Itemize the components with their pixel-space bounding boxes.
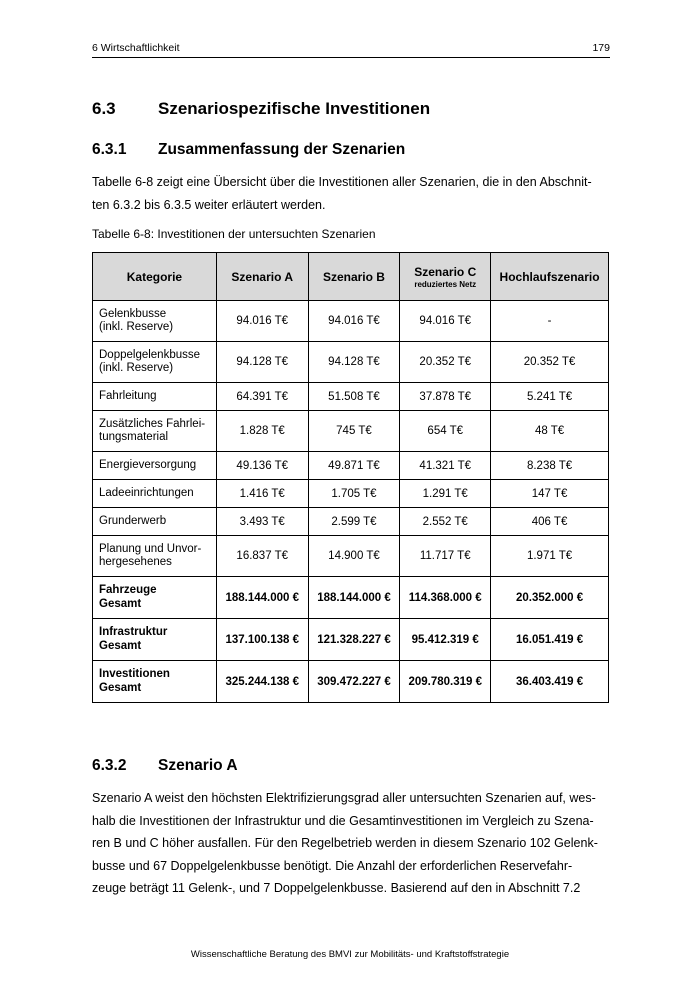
total-row: [93, 619, 609, 661]
category-cell: [93, 536, 217, 577]
text-line: zeuge beträgt 11 Gelenk-, und 7 Doppelgelenkbusse. Basierend auf den in Abschnitt 7.2: [92, 881, 581, 895]
value-cell: 94.016 T€: [308, 301, 400, 342]
value-cell: 94.128 T€: [216, 342, 308, 383]
section-heading: [92, 99, 430, 119]
value-cell: 64.391 T€: [216, 383, 308, 411]
text-line: busse und 67 Doppelgelenkbusse benötigt. Die Anzahl der erforderlichen Reservefahr-: [92, 858, 573, 873]
subsection-heading-1: [92, 141, 405, 159]
category-cell: [93, 661, 217, 703]
category-cell: [93, 619, 217, 661]
value-cell: 94.016 T€: [216, 301, 308, 342]
category-cell: [93, 411, 217, 452]
category-label: Planung und Unvor-: [99, 542, 202, 555]
value-cell: -: [491, 301, 609, 342]
total-row: [93, 577, 609, 619]
page-footer: Wissenschaftliche Beratung des BMVI zur Mobilitäts- und Kraftstoffstrategie: [190, 949, 510, 960]
category-cell: [93, 577, 217, 619]
value-cell: 51.508 T€: [308, 383, 400, 411]
column-header: Hochlaufszenario: [491, 253, 609, 301]
value-cell: 1.291 T€: [400, 480, 491, 508]
value-cell: 209.780.319 €: [400, 661, 491, 703]
subsection-title: Zusammenfassung der Szenarien: [158, 141, 406, 158]
page-header: [92, 42, 610, 58]
category-cell: [93, 480, 217, 508]
text-line: halb die Investitionen der Infrastruktur und die Gesamtinvestitionen im Vergleich zu Szena-: [92, 813, 594, 828]
column-header: [400, 253, 491, 301]
value-cell: 36.403.419 €: [491, 661, 609, 703]
category-label-line2: tungsmaterial: [99, 431, 169, 443]
category-cell: [93, 508, 217, 536]
category-cell: [93, 452, 217, 480]
column-header: Szenario B: [308, 253, 400, 301]
table-header-row: [93, 253, 609, 301]
category-label: Fahrleitung: [99, 389, 157, 402]
subsection-title: Szenario A: [158, 757, 238, 774]
value-cell: 309.472.227 €: [308, 661, 400, 703]
value-cell: 16.837 T€: [216, 536, 308, 577]
table-row: [93, 383, 609, 411]
category-label: Zusätzliches Fahrlei-: [99, 417, 206, 430]
value-cell: 114.368.000 €: [400, 577, 491, 619]
category-label-line2: (inkl. Reserve): [99, 321, 174, 333]
category-cell: [93, 342, 217, 383]
table-row: [93, 480, 609, 508]
table-caption: Tabelle 6-8: Investitionen der untersuchten Szenarien: [92, 227, 376, 241]
category-label: Grunderwerb: [99, 514, 167, 527]
table-row: [93, 452, 609, 480]
text-line: Szenario A weist den höchsten Elektrifizierungsgrad aller untersuchten Szenarien auf, wes-: [92, 791, 596, 805]
value-cell: 95.412.319 €: [400, 619, 491, 661]
subsection-number: 6.3.1: [92, 141, 127, 158]
value-cell: 137.100.138 €: [216, 619, 308, 661]
value-cell: 2.552 T€: [400, 508, 491, 536]
category-label: Investitionen: [99, 668, 170, 680]
section-number: 6.3: [92, 99, 116, 118]
value-cell: 49.136 T€: [216, 452, 308, 480]
category-label-line2: Gesamt: [99, 639, 142, 652]
category-label-line2: Gesamt: [99, 597, 142, 610]
column-header: Szenario A: [216, 253, 308, 301]
table-row: [93, 301, 609, 342]
value-cell: 94.128 T€: [308, 342, 400, 383]
value-cell: 49.871 T€: [308, 452, 400, 480]
value-cell: 1.971 T€: [491, 536, 609, 577]
value-cell: 745 T€: [308, 411, 400, 452]
table-row: [93, 536, 609, 577]
value-cell: 41.321 T€: [400, 452, 491, 480]
value-cell: 2.599 T€: [308, 508, 400, 536]
chapter-title: 6 Wirtschaftlichkeit: [92, 42, 180, 54]
scenario-a-paragraph: [92, 787, 610, 900]
value-cell: 1.416 T€: [216, 480, 308, 508]
column-header-title: Szenario C: [414, 264, 477, 279]
value-cell: 5.241 T€: [491, 383, 609, 411]
value-cell: 14.900 T€: [308, 536, 400, 577]
value-cell: 94.016 T€: [400, 301, 491, 342]
category-label: Doppelgelenkbusse: [99, 348, 201, 361]
investment-table: [92, 252, 609, 703]
table-row: [93, 342, 609, 383]
intro-paragraph: [92, 171, 610, 216]
value-cell: 20.352 T€: [400, 342, 491, 383]
value-cell: 8.238 T€: [491, 452, 609, 480]
category-cell: [93, 301, 217, 342]
category-label: Energieversorgung: [99, 458, 197, 471]
section-title: Szenariospezifische Investitionen: [158, 99, 431, 118]
value-cell: 48 T€: [491, 411, 609, 452]
value-cell: 654 T€: [400, 411, 491, 452]
value-cell: 37.878 T€: [400, 383, 491, 411]
value-cell: 188.144.000 €: [308, 577, 400, 619]
value-cell: 11.717 T€: [400, 536, 491, 577]
value-cell: 188.144.000 €: [216, 577, 308, 619]
value-cell: 20.352.000 €: [491, 577, 609, 619]
category-label: Fahrzeuge: [99, 584, 157, 596]
value-cell: 1.828 T€: [216, 411, 308, 452]
value-cell: 1.705 T€: [308, 480, 400, 508]
text-line: Tabelle 6-8 zeigt eine Übersicht über die Investitionen aller Szenarien, die in den Abschnit-: [92, 175, 592, 189]
text-line: ren B und C höher ausfallen. Für den Regelbetrieb werden in diesem Szenario 102 Gelenk-: [92, 836, 598, 850]
category-label: Ladeeinrichtungen: [99, 486, 194, 499]
subsection-number: 6.3.2: [92, 757, 127, 774]
subsection-heading-2: [92, 757, 238, 775]
table-row: [93, 508, 609, 536]
column-header: Kategorie: [93, 253, 217, 301]
category-label: Gelenkbusse: [99, 307, 167, 320]
category-label-line2: (inkl. Reserve): [99, 362, 174, 374]
column-header-subtitle: reduziertes Netz: [414, 279, 477, 289]
total-row: [93, 661, 609, 703]
category-label-line2: hergesehenes: [99, 556, 172, 568]
value-cell: 147 T€: [491, 480, 609, 508]
value-cell: 325.244.138 €: [216, 661, 308, 703]
value-cell: 3.493 T€: [216, 508, 308, 536]
value-cell: 406 T€: [491, 508, 609, 536]
table-row: [93, 411, 609, 452]
value-cell: 20.352 T€: [491, 342, 609, 383]
text-line: ten 6.3.2 bis 6.3.5 weiter erläutert werden.: [92, 197, 326, 212]
value-cell: 16.051.419 €: [491, 619, 609, 661]
category-label: Infrastruktur: [99, 626, 168, 638]
page-number: 179: [592, 42, 610, 54]
category-cell: [93, 383, 217, 411]
category-label-line2: Gesamt: [99, 681, 142, 694]
value-cell: 121.328.227 €: [308, 619, 400, 661]
